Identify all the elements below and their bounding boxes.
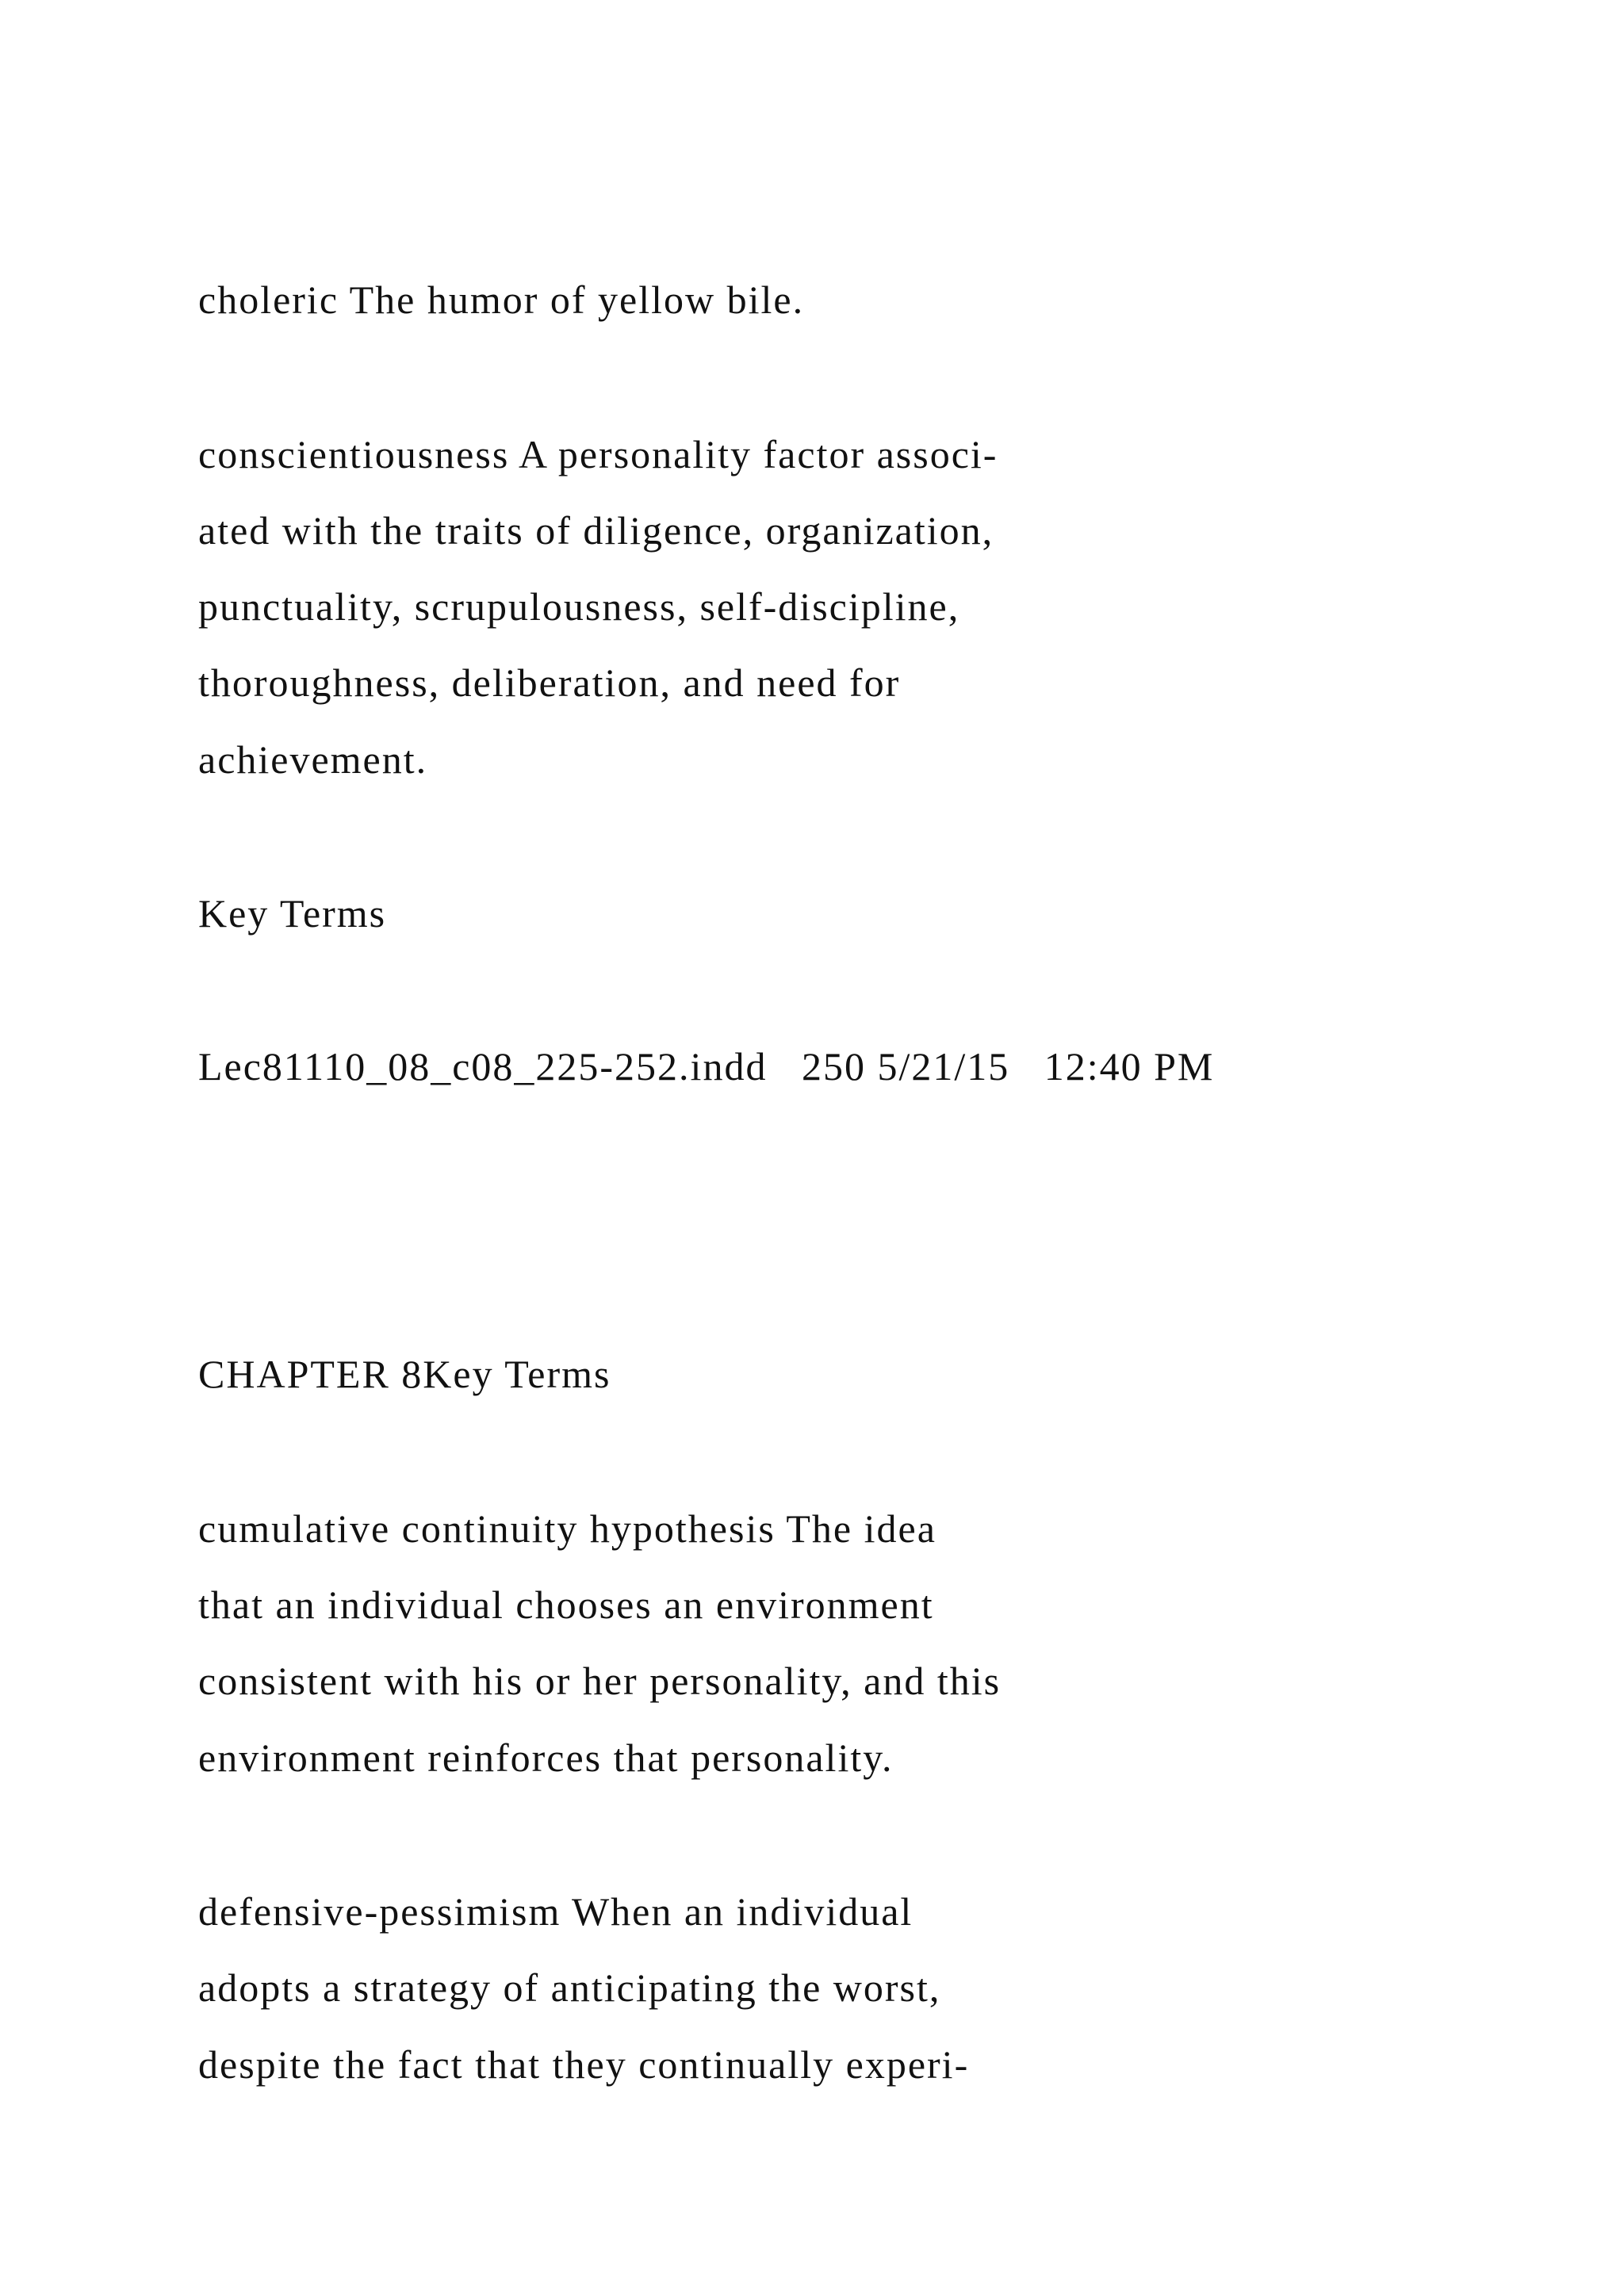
definition-cumulative-continuity-line-4: environment reinforces that personality. [198,1735,894,1780]
definition-cumulative-continuity-line-1: cumulative continuity hypothesis The idea [198,1506,936,1551]
definition-conscientiousness-line-2: ated with the traits of diligence, organization, [198,508,994,553]
definition-conscientiousness-line-1: conscientiousness A personality factor associ- [198,432,998,476]
definition-defensive-pessimism-line-3: despite the fact that they continually experi- [198,2042,970,2087]
definition-choleric-line-1: choleric The humor of yellow bile. [198,277,805,322]
section-heading-key-terms: Key Terms [198,891,387,936]
definition-conscientiousness-line-5: achievement. [198,737,428,782]
definition-conscientiousness-line-3: punctuality, scrupulousness, self-discipline, [198,584,960,629]
definition-defensive-pessimism-line-2: adopts a strategy of anticipating the worst, [198,1965,941,2010]
definition-defensive-pessimism-line-1: defensive-pessimism When an individual [198,1889,914,1934]
file-slug-line: Lec81110_08_c08_225-252.indd 250 5/21/15 12:40 PM [198,1044,1215,1089]
definition-cumulative-continuity-line-3: consistent with his or her personality, and this [198,1659,1002,1703]
definition-conscientiousness-line-4: thoroughness, deliberation, and need for [198,660,901,705]
definition-cumulative-continuity-line-2: that an individual chooses an environment [198,1582,934,1627]
chapter-heading: CHAPTER 8Key Terms [198,1352,611,1396]
